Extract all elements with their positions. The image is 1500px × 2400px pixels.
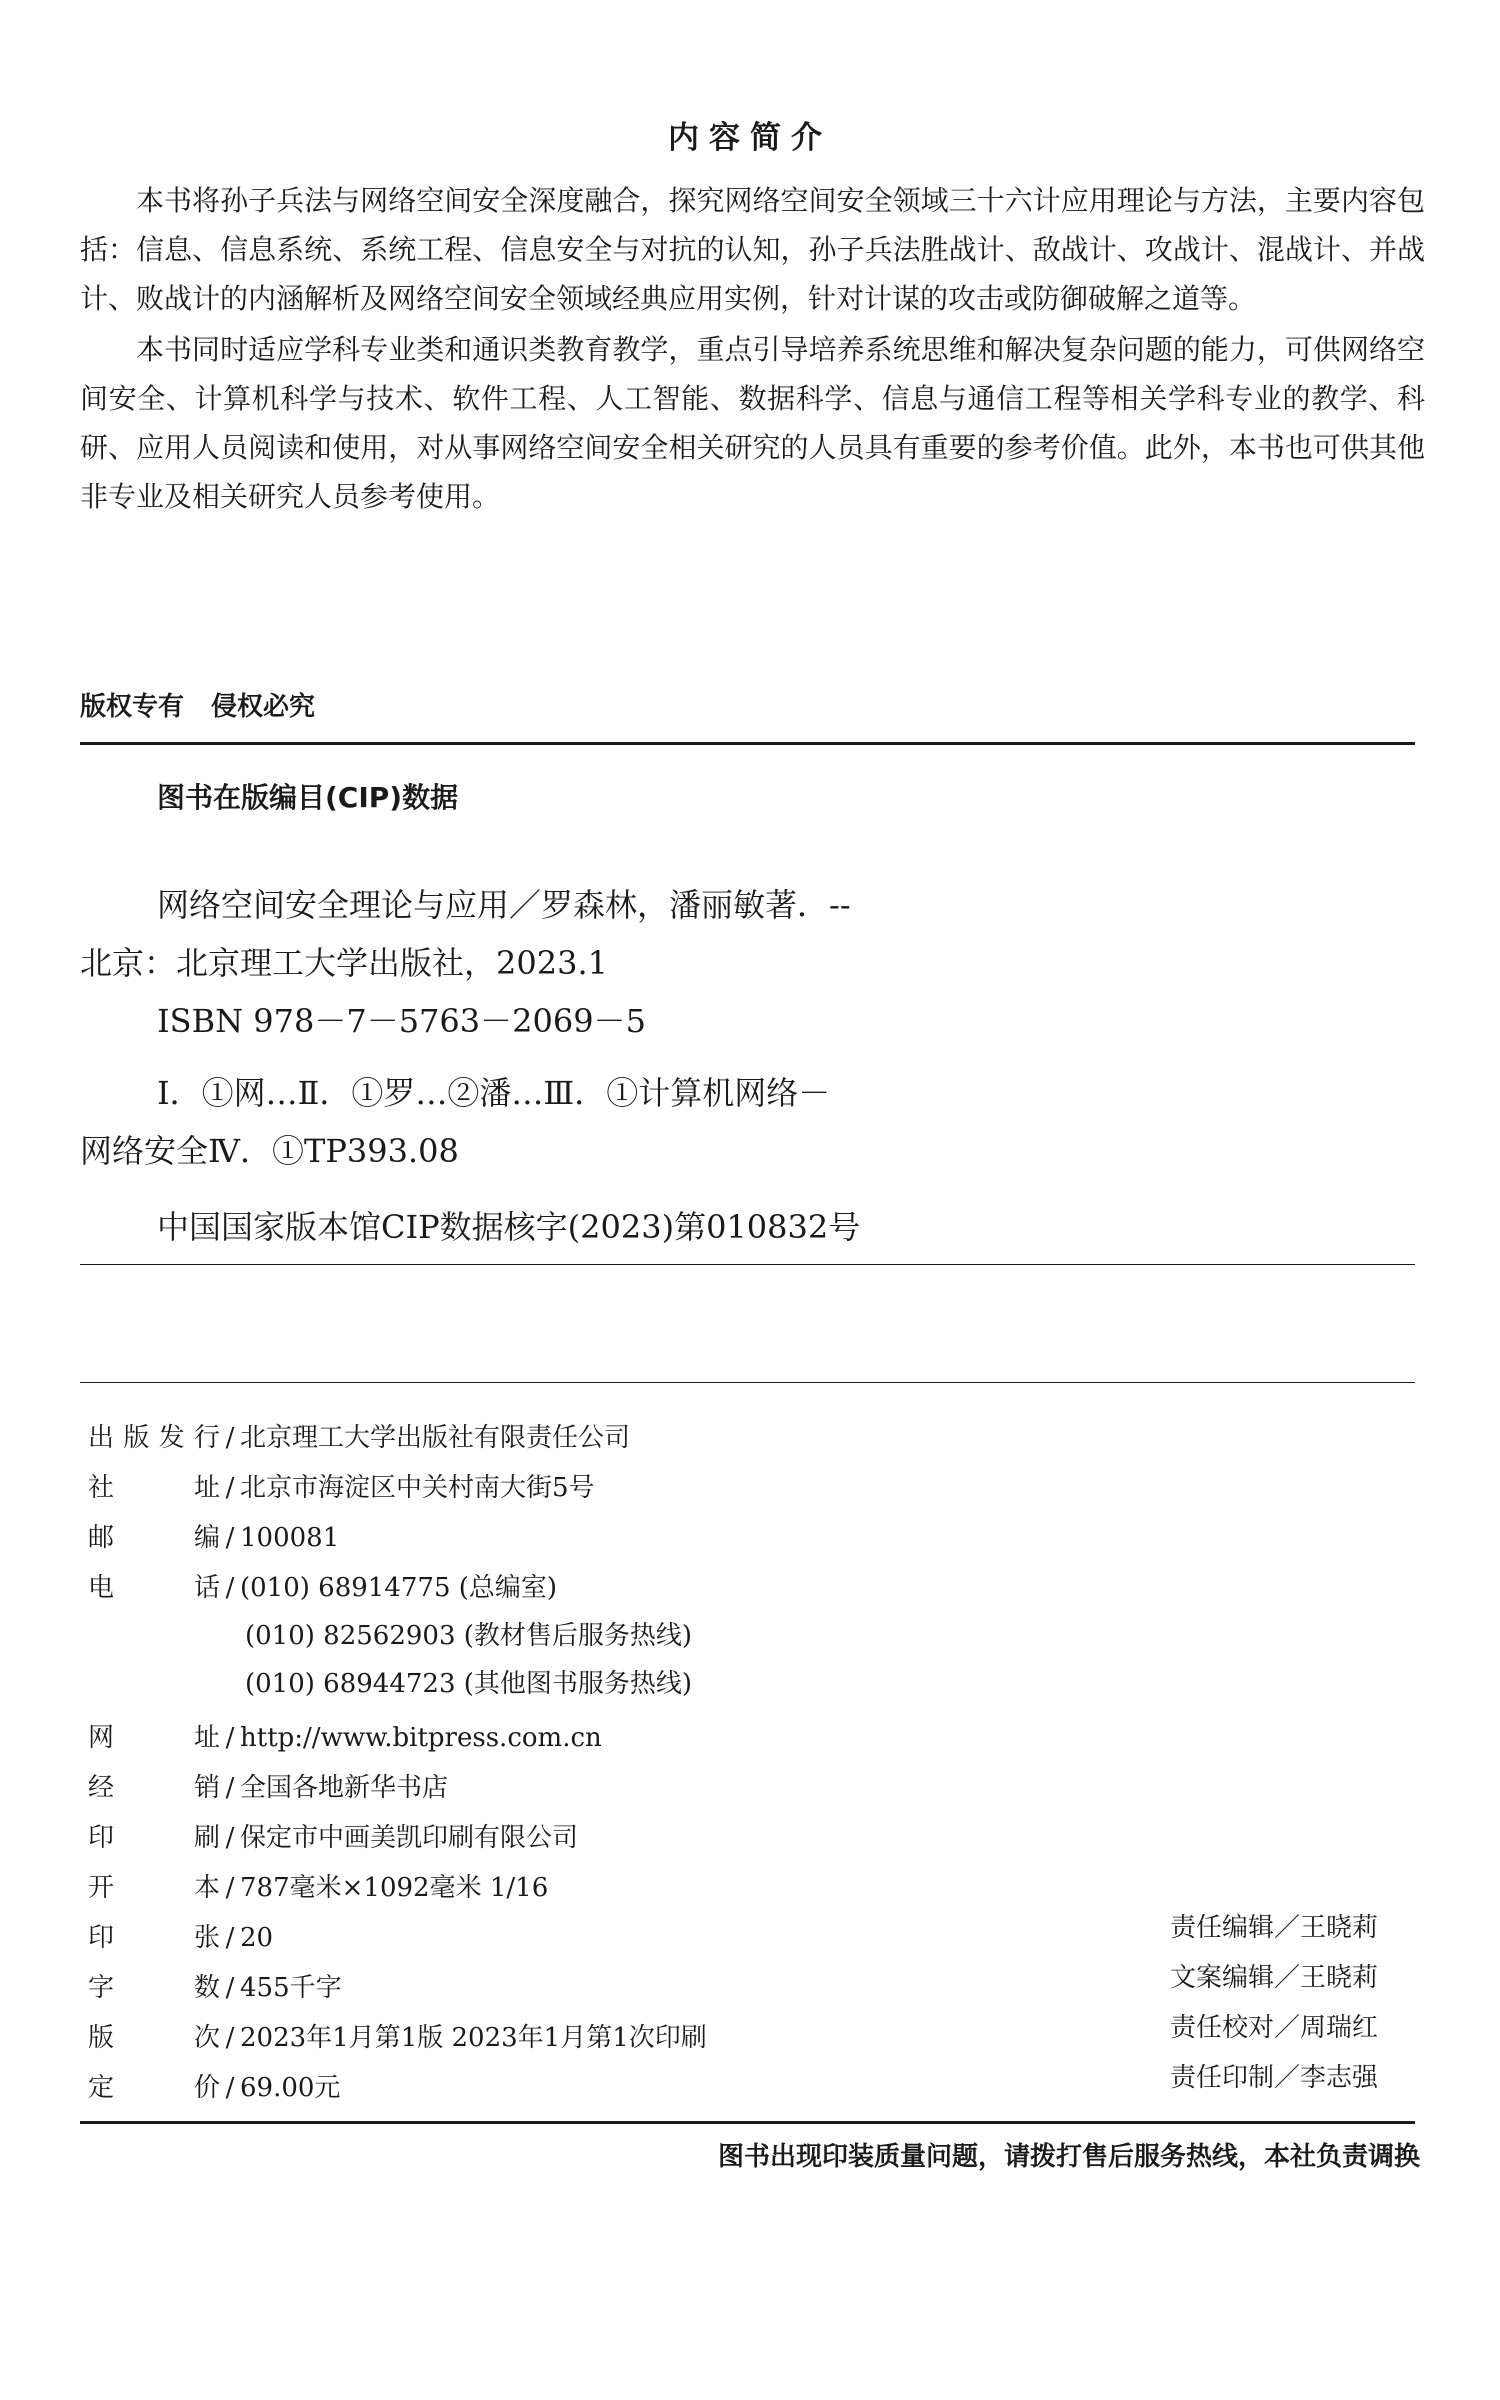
cip-classification-1: Ⅰ．①网…Ⅱ．①罗…②潘…Ⅲ．①计算机网络－ [157, 1074, 831, 1112]
intro-title: 内容简介 [668, 120, 832, 156]
staff-print-manager: 责任印制／李志强 [1170, 2063, 1379, 2093]
staff-copy-editor: 文案编辑／王晓莉 [1170, 1963, 1379, 1993]
intro-body [80, 176, 1425, 523]
info-top-rule [80, 1382, 1415, 1383]
info-value: (010) 68914775 (总编室) [240, 1573, 558, 1603]
info-label: 电话 [88, 1573, 220, 1603]
info-postcode: 邮编 / 100081 [88, 1517, 339, 1554]
info-label: 版次 [88, 2023, 220, 2053]
info-value: http://www.bitpress.com.cn [240, 1723, 602, 1753]
cip-title: 图书在版编目(CIP)数据 [157, 781, 459, 814]
info-value: 北京市海淀区中关村南大街5号 [240, 1473, 595, 1503]
info-label: 开本 [88, 1873, 220, 1903]
info-label: 邮编 [88, 1523, 220, 1553]
quality-notice: 图书出现印装质量问题，请拨打售后服务热线，本社负责调换 [717, 2142, 1420, 2172]
info-label: 网址 [88, 1723, 220, 1753]
cip-publisher-line: 北京：北京理工大学出版社，2023.1 [80, 944, 608, 982]
info-label: 社址 [88, 1473, 220, 1503]
notice-rule [80, 2121, 1415, 2124]
info-label: 出版发行 [88, 1423, 220, 1453]
info-label: 字数 [88, 1973, 220, 2003]
info-label: 印张 [88, 1923, 220, 1953]
info-phone-2: (010) 82562903 (教材售后服务热线) [245, 1621, 693, 1651]
cip-record-number: 中国国家版本馆CIP数据核字(2023)第010832号 [157, 1208, 861, 1246]
info-word-count: 字数 / 455千字 [88, 1967, 342, 2004]
info-value: 455千字 [240, 1973, 342, 2003]
info-value: 2023年1月第1版 2023年1月第1次印刷 [240, 2023, 707, 2053]
staff-proofreader: 责任校对／周瑞红 [1170, 2013, 1379, 2043]
info-printer: 印刷 / 保定市中画美凯印刷有限公司 [88, 1817, 578, 1854]
info-publisher: 出版发行 / 北京理工大学出版社有限责任公司 [88, 1417, 630, 1454]
info-value: 787毫米×1092毫米 1/16 [240, 1873, 549, 1903]
info-phone: 电话 / (010) 68914775 (总编室) [88, 1567, 557, 1604]
copyright-notice: 版权专有 侵权必究 [80, 692, 316, 722]
cip-bottom-rule [80, 1264, 1415, 1265]
cip-top-rule [80, 742, 1415, 745]
cip-isbn: ISBN 978－7－5763－2069－5 [157, 1002, 646, 1040]
info-phone-3: (010) 68944723 (其他图书服务热线) [245, 1669, 693, 1699]
info-address: 社址 / 北京市海淀区中关村南大街5号 [88, 1467, 595, 1504]
info-value: 100081 [240, 1523, 340, 1553]
info-label: 定价 [88, 2073, 220, 2103]
info-label: 经销 [88, 1773, 220, 1803]
info-label: 印刷 [88, 1823, 220, 1853]
info-price: 定价 / 69.00元 [88, 2067, 340, 2104]
staff-editor: 责任编辑／王晓莉 [1170, 1913, 1379, 1943]
info-value: 北京理工大学出版社有限责任公司 [240, 1423, 631, 1453]
info-format: 开本 / 787毫米×1092毫米 1/16 [88, 1867, 548, 1904]
intro-paragraph-1: 本书将孙子兵法与网络空间安全深度融合，探究网络空间安全领域三十六计应用理论与方法，主要内容包括：信息、信息系统、系统工程、信息安全与对抗的认知，孙子兵法胜战计、敌战计、攻战计、混战计、并战计、败战计的内涵解析及网络空间安全领域经典应用实例，针对计谋的攻击或防御破解之道等。 [80, 184, 1425, 315]
info-value: 保定市中画美凯印刷有限公司 [240, 1823, 579, 1853]
info-value: 全国各地新华书店 [240, 1773, 449, 1803]
cip-classification-2: 网络安全Ⅳ．①TP393.08 [80, 1132, 459, 1170]
intro-paragraph-2: 本书同时适应学科专业类和通识类教育教学，重点引导培养系统思维和解决复杂问题的能力，可供网络空间安全、计算机科学与技术、软件工程、人工智能、数据科学、信息与通信工程等相关学科专业的教学、科研、应用人员阅读和使用，对从事网络空间安全相关研究的人员具有重要的参考价值。此外，本书也可供其他非专业及相关研究人员参考使用。 [80, 333, 1425, 513]
info-edition: 版次 / 2023年1月第1版 2023年1月第1次印刷 [88, 2017, 707, 2054]
info-value: 20 [240, 1923, 274, 1953]
info-distributor: 经销 / 全国各地新华书店 [88, 1767, 448, 1804]
info-value: 69.00元 [240, 2073, 341, 2103]
info-sheets: 印张 / 20 [88, 1917, 273, 1954]
info-website: 网址 / http://www.bitpress.com.cn [88, 1717, 602, 1754]
cip-book-line: 网络空间安全理论与应用／罗森林，潘丽敏著．-- [157, 886, 851, 924]
